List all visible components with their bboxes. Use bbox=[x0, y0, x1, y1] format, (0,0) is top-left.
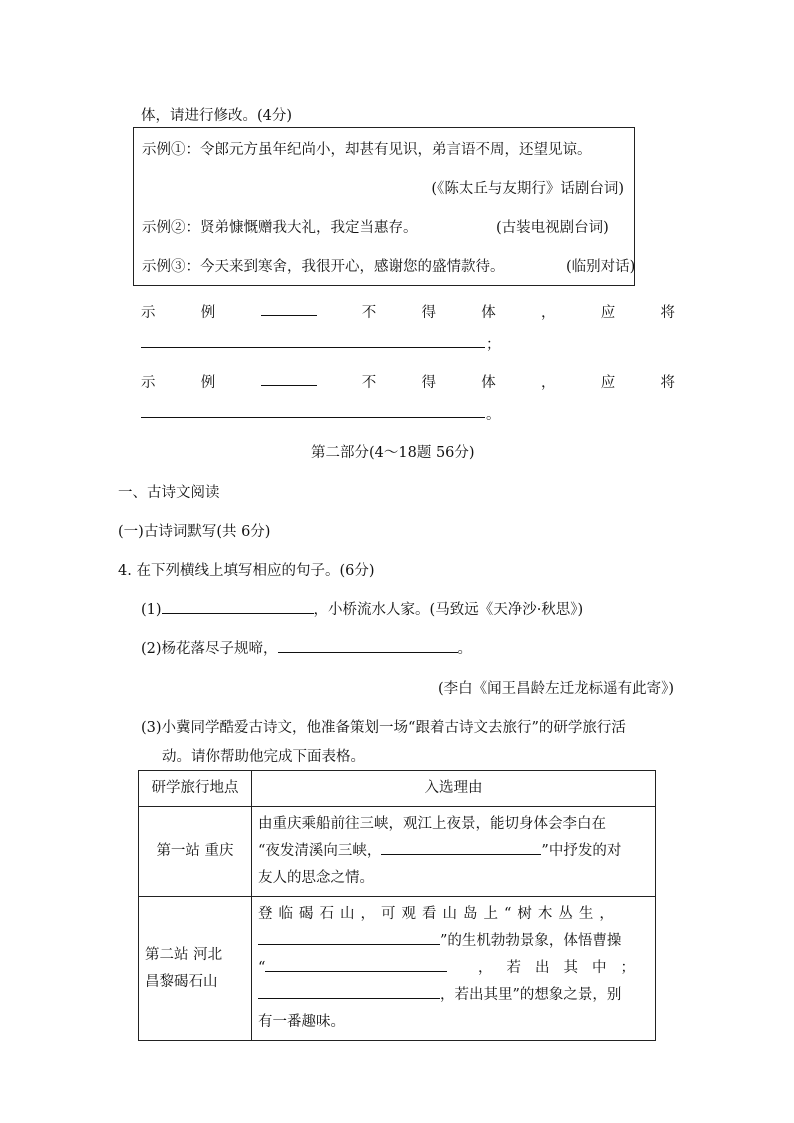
instruction-tail: 体，请进行修改。(4分) bbox=[141, 108, 293, 124]
char: 得 bbox=[421, 375, 436, 391]
question-4-2-source: (李白《闻王昌龄左迁龙标遥有此寄》) bbox=[437, 681, 674, 697]
char: 例 bbox=[200, 375, 216, 391]
question-4-1 bbox=[141, 598, 583, 619]
char: ， bbox=[541, 305, 556, 321]
char: 体 bbox=[481, 305, 496, 321]
question-4: 4. 在下列横线上填写相应的句子。(6分) bbox=[118, 563, 375, 579]
question-4-3-line1: (3)小冀同学酷爱古诗文，他准备策划一场“跟着古诗文去旅行”的研学旅行活 bbox=[141, 720, 626, 736]
poem-blank-5[interactable] bbox=[265, 957, 447, 972]
item-text: ，小桥流水人家。(马致远《天净沙·秋思》) bbox=[313, 602, 584, 618]
poem-blank-1[interactable] bbox=[162, 599, 314, 614]
char: 应 bbox=[600, 375, 616, 391]
char: 不 bbox=[361, 305, 377, 321]
question-4-2 bbox=[141, 637, 472, 658]
char: ， bbox=[541, 375, 556, 391]
subsection-heading: (一)古诗词默写(共 6分) bbox=[118, 524, 271, 540]
text: “ bbox=[258, 960, 266, 976]
row1-reason bbox=[252, 807, 656, 897]
example-number-blank-2[interactable] bbox=[261, 371, 317, 386]
item-label: (1) bbox=[141, 602, 162, 618]
travel-table bbox=[138, 770, 656, 1041]
text: 昌黎碣石山 bbox=[145, 973, 218, 990]
char: 得 bbox=[421, 305, 436, 321]
answer-fill-line-1[interactable] bbox=[141, 347, 485, 348]
char: 应 bbox=[600, 305, 616, 321]
header-location: 研学旅行地点 bbox=[139, 771, 252, 807]
reason-line bbox=[258, 838, 649, 865]
char: 将 bbox=[660, 305, 675, 321]
example-2-source: (古装电视剧台词) bbox=[496, 220, 609, 236]
row2-location bbox=[139, 897, 252, 1041]
reason-line bbox=[258, 928, 649, 955]
poem-blank-2[interactable] bbox=[278, 638, 458, 653]
text: ，若出其中； bbox=[478, 960, 649, 976]
table-row bbox=[139, 807, 656, 897]
row2-reason bbox=[252, 897, 656, 1041]
poem-blank-6[interactable] bbox=[258, 984, 440, 999]
char: 示 bbox=[141, 305, 156, 321]
char: 不 bbox=[361, 375, 377, 391]
char: 体 bbox=[481, 375, 496, 391]
item-text: 。 bbox=[457, 641, 473, 657]
example-number-blank-1[interactable] bbox=[261, 301, 317, 316]
part-title: 第二部分(4～18题 56分) bbox=[311, 445, 475, 461]
text: ，若出其里”的想象之景，别 bbox=[440, 987, 622, 1003]
reason-line: 有一番趣味。 bbox=[258, 1014, 345, 1030]
reason-line: 友人的思念之情。 bbox=[258, 870, 374, 886]
example-2: 示例②：贤弟慷慨赠我大礼，我定当惠存。 bbox=[142, 220, 418, 236]
example-1: 示例①：令郎元方虽年纪尚小，却甚有见识，弟言语不周，还望见谅。 bbox=[142, 142, 592, 158]
example-3-source: (临别对话) bbox=[566, 259, 636, 275]
text: 第二站 河北 bbox=[145, 946, 223, 963]
answer-line-2 bbox=[141, 371, 675, 392]
header-reason: 入选理由 bbox=[252, 771, 656, 807]
char: 将 bbox=[660, 375, 675, 391]
text: ”中抒发的对 bbox=[541, 843, 622, 859]
example-1-source: (《陈太丘与友期行》话剧台词) bbox=[431, 181, 624, 197]
answer-fill-line-2[interactable] bbox=[141, 417, 485, 418]
poem-blank-3[interactable] bbox=[381, 840, 541, 855]
examples-box bbox=[133, 127, 635, 286]
table-header-row bbox=[139, 771, 656, 807]
reason-line: 登临碣石山，可观看山岛上“树木丛生， bbox=[258, 906, 620, 922]
period: 。 bbox=[486, 407, 501, 423]
question-4-3-line2: 动。请你帮助他完成下面表格。 bbox=[162, 749, 365, 765]
reason-line: 由重庆乘船前往三峡，观江上夜景，能切身体会李白在 bbox=[258, 816, 606, 832]
item-text: (2)杨花落尽子规啼， bbox=[141, 641, 278, 657]
example-3: 示例③：今天来到寒舍，我很开心，感谢您的盛情款待。 bbox=[142, 259, 505, 275]
answer-line-1 bbox=[141, 301, 675, 322]
reason-line bbox=[258, 982, 649, 1009]
semicolon: ； bbox=[486, 337, 501, 353]
text: ”的生机勃勃景象，体悟曹操 bbox=[440, 933, 622, 949]
poem-blank-4[interactable] bbox=[258, 930, 440, 945]
row1-location: 第一站 重庆 bbox=[139, 807, 252, 897]
text: “夜发清溪向三峡， bbox=[258, 843, 382, 859]
section-heading: 一、古诗文阅读 bbox=[118, 485, 220, 501]
table-row bbox=[139, 897, 656, 1041]
char: 示 bbox=[141, 375, 156, 391]
reason-line bbox=[258, 955, 649, 982]
char: 例 bbox=[200, 305, 216, 321]
